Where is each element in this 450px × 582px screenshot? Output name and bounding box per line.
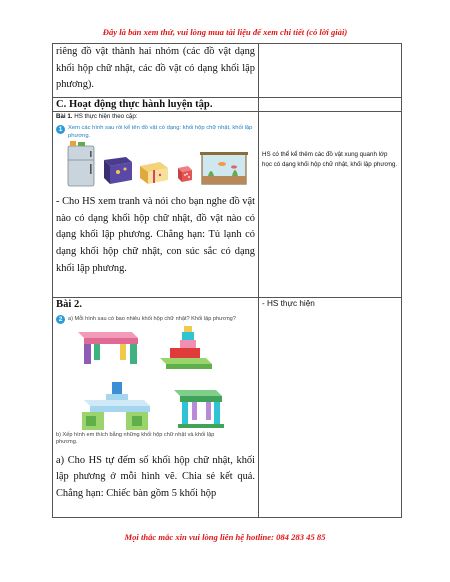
student-note: HS có thể kể thêm các đồ vật xung quanh lớp học có dạng khối hộp chữ nhật, khối lập phương.: [262, 151, 398, 169]
preview-banner: Đây là bản xem thử, vui lòng mua tài liệu để xem chi tiết (có lời giải): [102, 27, 348, 37]
exercise-1-title: [56, 112, 255, 121]
fridge-icon: [68, 141, 94, 186]
student-note: - HS thực hiện: [262, 299, 315, 308]
task-b-text: b) Xếp hình em thích bằng những khối hộp chữ nhật và khối lập phương.: [56, 432, 215, 446]
task-a-text: a) Mỗi hình sau có bao nhiêu khối hộp chữ nhật? Khối lập phương?: [68, 315, 236, 322]
table-row: [53, 112, 402, 298]
objects-illustration: [56, 140, 256, 188]
task-number-badge: 2: [56, 315, 65, 324]
teacher-cell: [53, 98, 259, 112]
table-row: [53, 98, 402, 112]
exercise-2-explanation: a) Cho HS tự đếm số khối hộp chữ nhật, khối lập phương ở mỗi hình vẽ. Chia sẻ kết quả. Chẳng hạn: Chiếc bàn gồm 5 khối hộp: [56, 454, 255, 499]
task-number-badge: 1: [56, 125, 65, 134]
student-cell: [259, 112, 402, 298]
exercise-2-task: [56, 315, 255, 324]
block-tower-icon: [160, 326, 212, 369]
task-text: Xem các hình sau rồi kể tên đồ vật có dạng: khối hộp chữ nhật, khối lập phương.: [68, 125, 253, 139]
exercise-label: Bài 1.: [56, 113, 73, 120]
cake-box-icon: [140, 162, 168, 184]
lesson-table: [52, 43, 402, 518]
exercise-2-title: Bài 2.: [56, 299, 82, 310]
aquarium-icon: [200, 152, 248, 184]
section-heading: C. Hoạt động thực hành luyện tập.: [56, 99, 213, 110]
block-table-icon: [78, 332, 138, 364]
teacher-cell: [53, 112, 259, 298]
teacher-cell: [53, 44, 259, 98]
table-row: [53, 298, 402, 518]
block-castle-icon: [82, 382, 150, 430]
exercise-1-explanation: - Cho HS xem tranh và nói cho bạn nghe đồ vật nào có dạng khối hộp chữ nhật, đồ vật nào có dạng khối lập phương. Chẳng hạn: Tủ lạnh có dạng khối hộp chữ nhật, con súc sắc có dạng khối lập phương.: [56, 196, 255, 274]
dice-icon: [178, 166, 192, 182]
lesson-text: riêng đồ vật thành hai nhóm (các đồ vật dạng khối hộp chữ nhật, các đồ vật có dạng khối lập phương).: [56, 46, 255, 91]
block-green-table-icon: [174, 390, 224, 428]
hotline-banner: Mọi thắc mắc xin vui lòng liên hệ hotline: 084 283 45 85: [124, 532, 326, 542]
teacher-cell: [53, 298, 259, 518]
student-cell: [259, 298, 402, 518]
table-row: [53, 44, 402, 98]
block-figures-illustration: [56, 324, 256, 432]
student-cell: [259, 98, 402, 112]
exercise-instruction: HS thực hiện theo cặp:: [72, 113, 138, 120]
student-cell: [259, 44, 402, 98]
gift-box-icon: [104, 157, 132, 184]
exercise-1-task: [56, 125, 255, 140]
